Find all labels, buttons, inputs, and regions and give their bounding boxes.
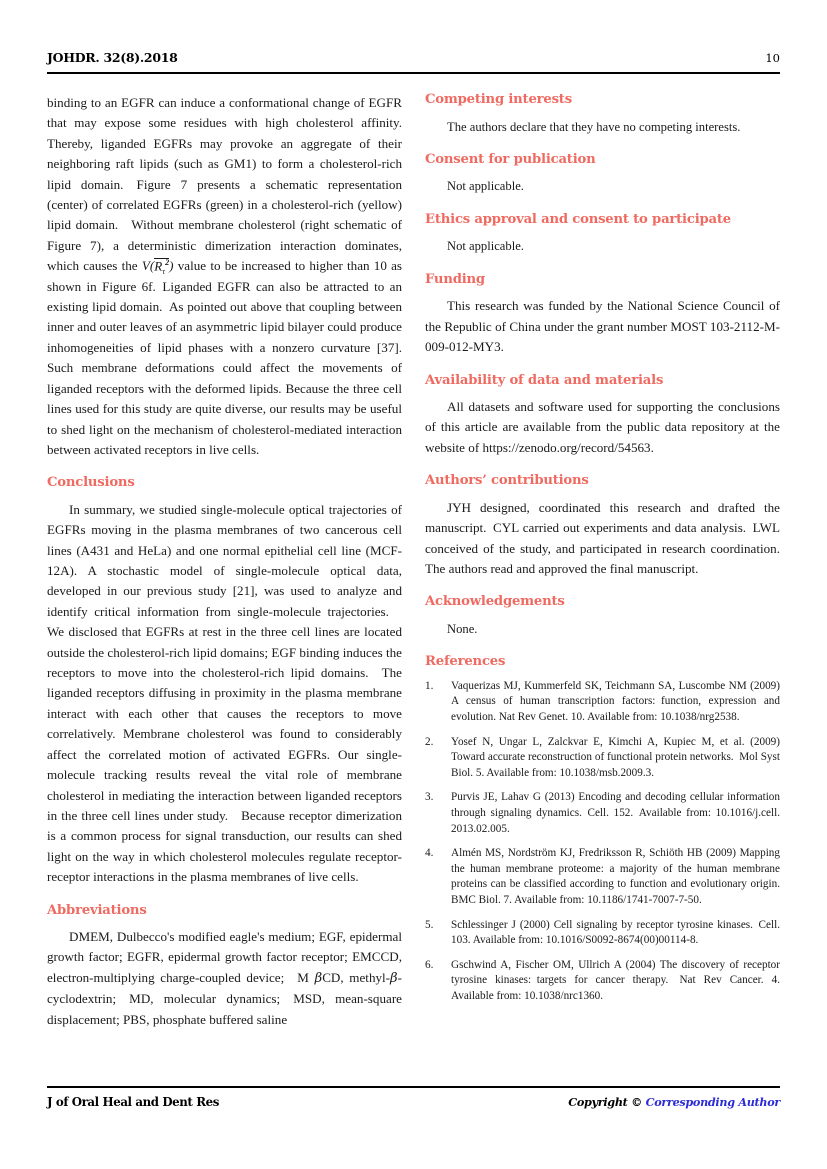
competing-interests-body: The authors declare that they have no competing interests. [447, 119, 741, 134]
reference-number: 6. [425, 958, 434, 971]
reference-item [425, 918, 780, 949]
heading-consent-for-publication: Consent for publication [425, 151, 596, 167]
heading-availability-of-data: Availability of data and materials [425, 372, 664, 388]
corresponding-author-link[interactable]: Corresponding Author [645, 1095, 780, 1109]
reference-text: Yosef N, Ungar L, Zalckvar E, Kimchi A, Kupiec M, et al. (2009) Toward accurate reconstruction of functional protein networks. Mol Syst Biol. 5. Available from: 10.1038/msb.2009.3. [451, 735, 780, 779]
abbreviations-body [47, 927, 402, 1030]
continued-paragraph-part2: value to be increased to higher than 10 as shown in Figure 6f. Liganded EGFR can also be attracted to an existing lipid domain. As pointed out above that coupling between inner and outer leaves of an asymmetric lipid bilayer could produce inhomogeneities of lipid phases with a nonzero curvature [37]. Such membrane deformations could affect the movements of liganded receptors with the deformed lipids. Because the three cell lines used for this study are quite diverse, our results may be useful to shed light on the mechanism of cholesterol-mediated interaction between activated receptors in live cells. [47, 258, 402, 457]
reference-text: Schlessinger J (2000) Cell signaling by receptor tyrosine kinases. Cell. 103. Available from: 10.1016/S0092-8674(00)00114-8. [451, 918, 780, 947]
reference-number: 5. [425, 918, 434, 931]
reference-item [425, 846, 780, 908]
heading-acknowledgements: Acknowledgements [425, 594, 565, 610]
heading-funding: Funding [425, 271, 485, 287]
references-list [425, 679, 780, 1005]
page-header [47, 50, 780, 65]
reference-text: Gschwind A, Fischer OM, Ullrich A (2004) The discovery of receptor tyrosine kinases: targets for cancer therapy. Nat Rev Cancer. 4. Available from: 10.1038/nrc1360. [451, 958, 780, 1002]
reference-text: Vaquerizas MJ, Kummerfeld SK, Teichmann SA, Luscombe NM (2009) A census of human transcription factors: function, expression and evolution. Nat Rev Genet. 10. Available from: 10.1038/nrg2538. [451, 679, 780, 723]
footer-journal-name: J of Oral Heal and Dent Res [47, 1095, 219, 1109]
reference-item [425, 790, 780, 837]
two-column-body [47, 93, 780, 1030]
funding-body: This research was funded by the National Science Council of the Republic of China under the grant number MOST 103-2112-M-009-012-MY3. [425, 298, 780, 355]
heading-abbreviations: Abbreviations [47, 902, 147, 918]
availability-body: All datasets and software used for supporting the conclusions of this article are available from the public data repository at the website of https://zenodo.org/record/54563. [425, 399, 780, 455]
continued-paragraph [47, 93, 402, 460]
abbreviations-part2: CD, methyl- [322, 969, 391, 985]
heading-authors-contributions: Authors’ contributions [425, 473, 589, 489]
reference-text: Almén MS, Nordström KJ, Fredriksson R, Schiöth HB (2009) Mapping the human membrane proteome: a majority of the human membrane proteins can be classified according to function and evolutionary origin. BMC Biol. 7. Available from: 10.1186/1741-7007-7-50. [451, 847, 780, 906]
left-column [47, 93, 402, 1030]
header-page-number: 10 [765, 51, 780, 65]
header-divider [47, 72, 780, 74]
abbreviations-part3: -cyclodextrin; MD, molecular dynamics; MSD, mean-square displacement; PBS, phosphate buffered saline [47, 969, 402, 1027]
copyright-prefix: Copyright © [568, 1095, 646, 1109]
page-footer [47, 1095, 780, 1109]
reference-item [425, 735, 780, 782]
footer-divider [47, 1086, 780, 1088]
consent-body: Not applicable. [447, 179, 524, 194]
reference-number: 4. [425, 847, 434, 860]
reference-text: Purvis JE, Lahav G (2013) Encoding and decoding cellular information through signaling dynamics. Cell. 152. Available from: 10.1016/j.cell. 2013.02.005. [451, 791, 780, 835]
ethics-body: Not applicable. [447, 239, 524, 254]
math-expression: $V(R_\tau^2)$ [141, 257, 174, 276]
reference-number: 3. [425, 791, 434, 804]
heading-competing-interests: Competing interests [425, 92, 572, 107]
reference-number: 1. [425, 679, 434, 692]
reference-item [425, 958, 780, 1005]
beta-symbol-1: β [314, 970, 323, 986]
heading-ethics-approval: Ethics approval and consent to participate [425, 211, 731, 227]
header-journal-title: JOHDR. 32(8).2018 [47, 50, 178, 65]
beta-symbol-2: β [390, 970, 398, 986]
continued-paragraph-part1: binding to an EGFR can induce a conformational change of EGFR that may expose some residues with high cholesterol affinity. Thereby, liganded EGFRs may provoke an aggregate of their neighboring raft lipids (such as GM1) to form a cholesterol-rich lipid domain. Figure 7 presents a schematic representation (center) of correlated EGFRs (green) in a cholesterol-rich (yellow) lipid domain. Without membrane cholesterol (right schematic of Figure 7), a deterministic dimerization interaction dominates, which causes the [47, 95, 402, 274]
heading-references: References [425, 654, 506, 670]
reference-number: 2. [425, 735, 434, 748]
reference-item [425, 679, 780, 726]
footer-copyright [568, 1095, 780, 1109]
acknowledgements-body: None. [447, 621, 478, 636]
heading-conclusions: Conclusions [47, 475, 135, 491]
right-column [425, 93, 780, 1030]
conclusions-body: In summary, we studied single-molecule optical trajectories of EGFRs moving in the plasma membranes of two cancerous cell lines (A431 and HeLa) and one normal epithelial cell line (MCF-12A). A stochastic model of single-molecule optical data, developed in our previous study [21], was used to analyze and identify critical information from single-molecule trajectories. We disclosed that EGFRs at rest in the three cell lines are located outside the cholesterol-rich lipid domains; EGF binding induces the receptors to move into the cholesterol-rich lipid domains. The liganded receptors diffusing in proximity in the plasma membrane interact with each other that causes the receptors to move correlatively. Membrane cholesterol was found to considerably affect the correlated motion of activated EGFRs. Our single-molecule tracking results reveal the vital role of membrane cholesterol in mediating the interaction between liganded receptors in the three cell lines under study. Because receptor dimerization is a common process for signal transduction, our results can shed light on the way in which cholesterol molecules regulate receptor-receptor interactions in the plasma membranes of live cells. [47, 501, 402, 885]
contributions-body: JYH designed, coordinated this research and drafted the manuscript. CYL carried out experiments and data analysis. LWL conceived of the study, and participated in research coordination. The authors read and approved the final manuscript. [425, 499, 780, 576]
abbreviations-part1: DMEM, Dulbecco's modified eagle's medium; EGF, epidermal growth factor; EGFR, epidermal growth factor receptor; EMCCD, electron-multiplying charge-coupled device; M [47, 929, 402, 985]
